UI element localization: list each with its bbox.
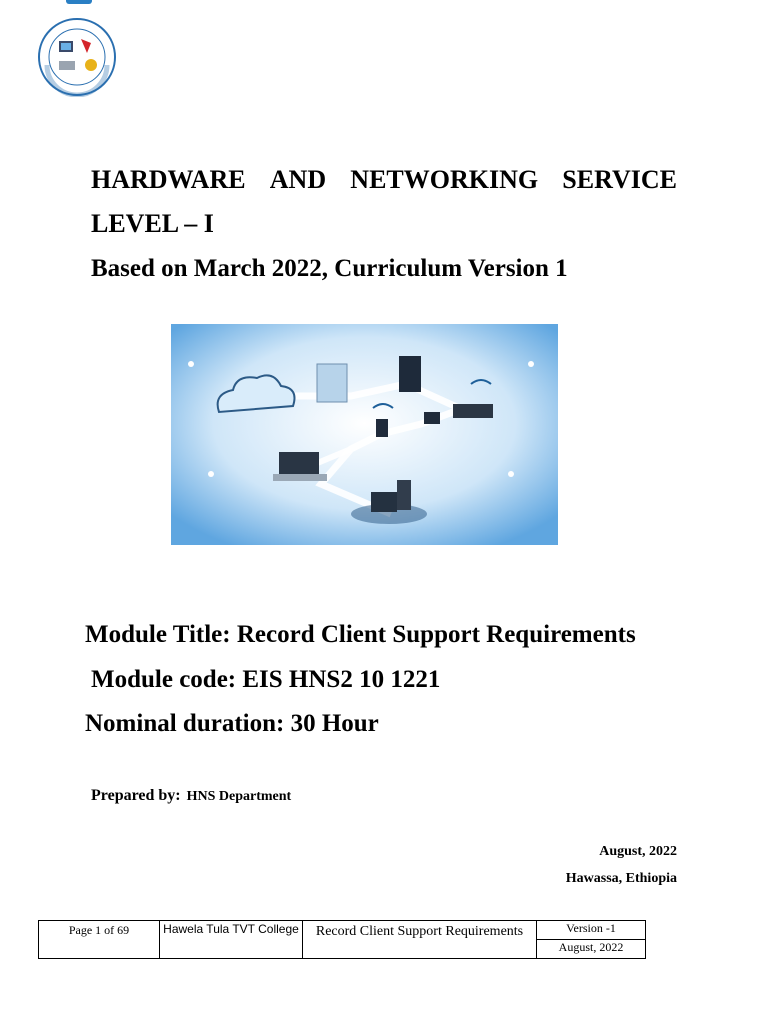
footer-date: August, 2022: [537, 940, 646, 959]
module-title: Module Title: Record Client Support Requirements: [85, 621, 636, 648]
footer-module: Record Client Support Requirements: [303, 921, 537, 959]
footer-page: Page 1 of 69: [39, 921, 160, 959]
college-logo-icon: [37, 17, 117, 97]
module-code: Module code: EIS HNS2 10 1221: [91, 666, 441, 693]
document-place: Hawassa, Ethiopia: [565, 871, 677, 886]
prepared-by-label: Prepared by:: [91, 787, 181, 804]
title-word: SERVICE: [562, 165, 677, 194]
footer-version: Version -1: [537, 921, 646, 940]
footer-table: [38, 920, 646, 959]
document-title-line-1: [91, 164, 677, 196]
footer-college: Hawela Tula TVT College: [160, 921, 303, 959]
title-word: AND: [269, 165, 327, 194]
network-illustration: [171, 324, 558, 545]
title-word: HARDWARE: [91, 165, 246, 194]
document-date: August, 2022: [599, 844, 677, 859]
logo-fragment: [66, 0, 92, 4]
title-word: NETWORKING: [350, 165, 539, 194]
nominal-duration: Nominal duration: 30 Hour: [85, 710, 379, 737]
prepared-by-value: HNS Department: [186, 789, 292, 804]
prepared-by: [91, 786, 291, 807]
document-title-level: LEVEL – I: [91, 209, 214, 238]
curriculum-version: Based on March 2022, Curriculum Version 1: [91, 255, 568, 282]
